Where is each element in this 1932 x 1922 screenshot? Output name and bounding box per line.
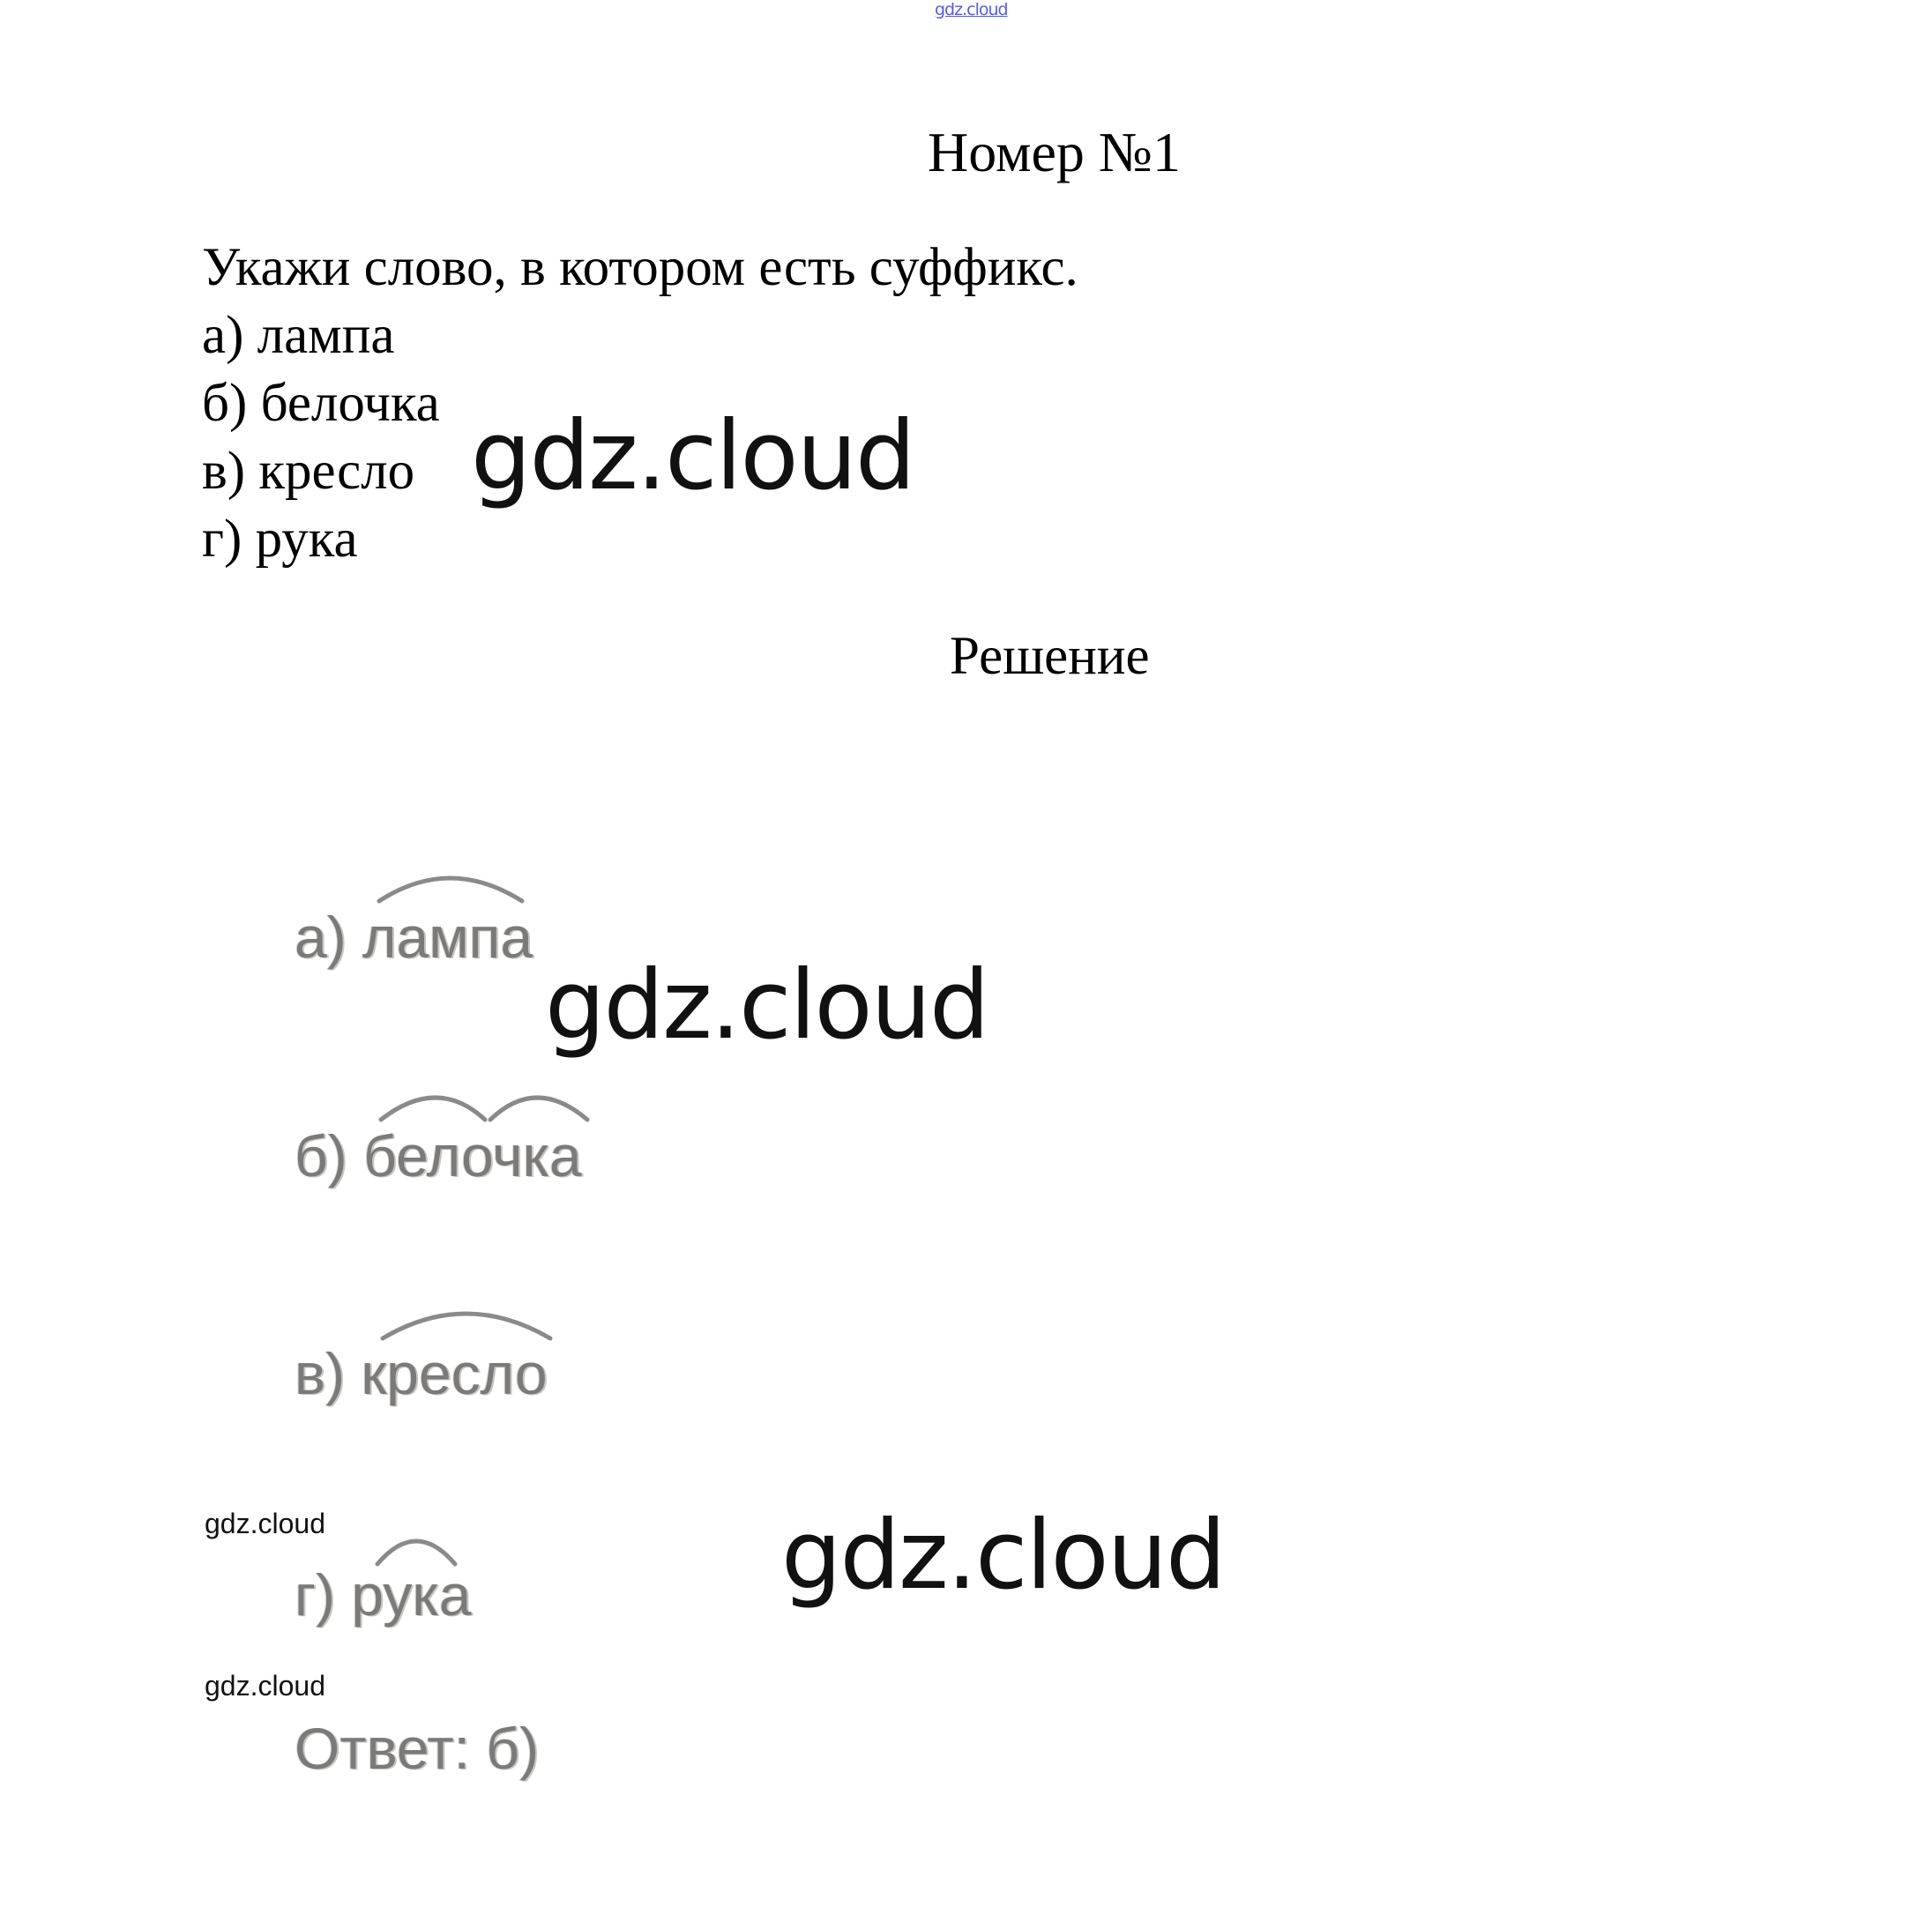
task-option-a: а) лампа: [202, 306, 395, 365]
solution-letter: г): [295, 1562, 336, 1628]
solution-heading: Решение: [950, 627, 1150, 686]
solution-word: белочка: [363, 1123, 582, 1188]
root-suffix-arcs-mark: [377, 1083, 598, 1127]
root-arc-mark: [370, 864, 529, 908]
solution-answer: Ответ: б): [295, 1716, 540, 1781]
solution-word: лампа: [362, 905, 533, 970]
solution-letter: а): [295, 905, 347, 970]
task-option-c: в) кресло: [202, 442, 415, 501]
solution-item-b: [295, 1122, 582, 1189]
root-arc-mark: [377, 1300, 563, 1344]
solution-item-a: [295, 904, 533, 971]
solution-item-c: [295, 1340, 548, 1407]
page-title: Номер №1: [928, 121, 1181, 183]
watermark-large: gdz.cloud: [545, 950, 988, 1061]
solution-letter: б): [295, 1123, 347, 1188]
task-question: Укажи слово, в котором есть суффикс.: [202, 238, 1078, 297]
solution-item-d: [295, 1561, 471, 1628]
watermark-large: gdz.cloud: [471, 401, 914, 511]
solution-letter: в): [295, 1341, 346, 1406]
solution-word: рука: [351, 1562, 472, 1628]
task-option-d: г) рука: [202, 510, 358, 569]
task-option-b: б) белочка: [202, 374, 440, 433]
site-link[interactable]: gdz.cloud: [935, 0, 1008, 19]
solution-word: кресло: [361, 1341, 548, 1406]
watermark-small: gdz.cloud: [205, 1508, 325, 1539]
watermark-small: gdz.cloud: [205, 1670, 325, 1702]
watermark-large: gdz.cloud: [781, 1501, 1225, 1611]
